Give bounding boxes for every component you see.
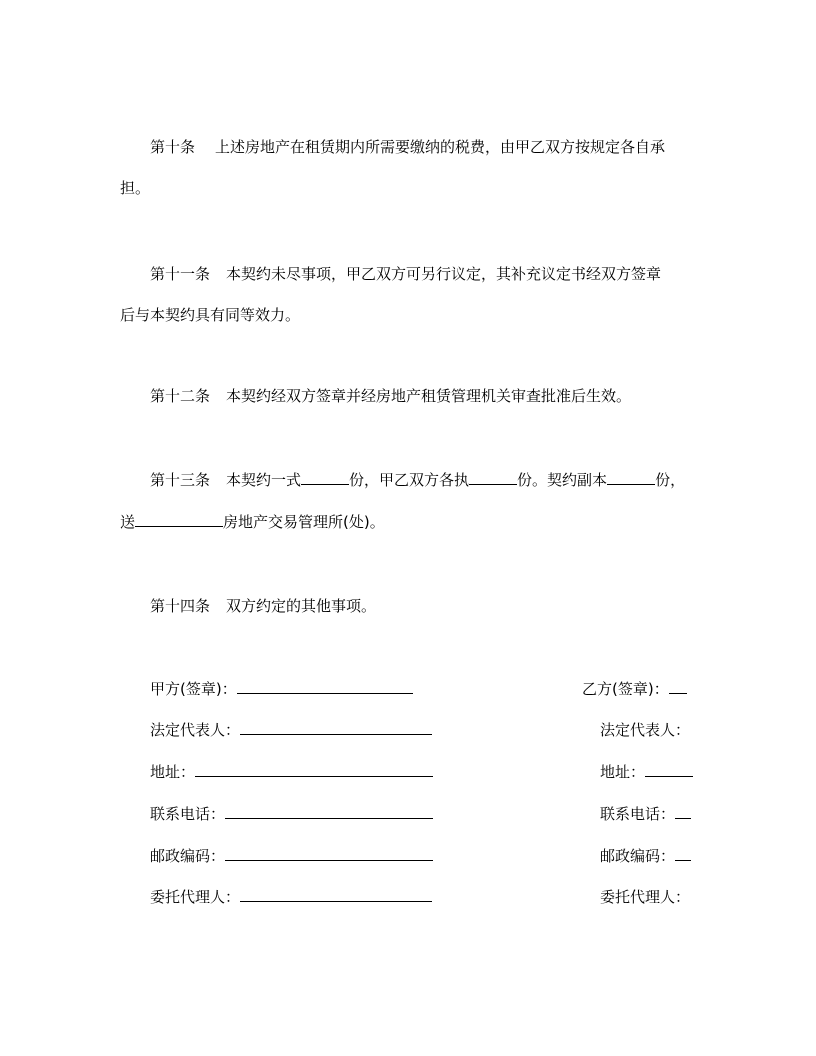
clause-11-line-2: 后与本契约具有同等效力。	[120, 306, 301, 324]
clause-13-text-c: 份。契约副本	[517, 471, 608, 489]
clause-13-text-b: 份，甲乙双方各执	[349, 471, 470, 489]
party-b-sign-row	[582, 679, 687, 699]
clause-14-title: 第十四条	[150, 597, 211, 615]
clause-11-title: 第十一条	[150, 265, 211, 283]
party-b-sign-field[interactable]	[669, 679, 687, 694]
clause-14-line-1	[150, 596, 376, 616]
party-a-zip-row	[150, 846, 433, 866]
clause-10-line-2: 担。	[120, 179, 151, 197]
party-a-rep-field[interactable]	[240, 720, 432, 735]
clause-13-title: 第十三条	[150, 471, 211, 489]
party-a-addr-label: 地址：	[150, 763, 196, 781]
clause-13-office: 房地产交易管理所(处)。	[223, 513, 385, 531]
duplicate-copies-blank[interactable]	[607, 470, 655, 485]
party-a-phone-field[interactable]	[225, 804, 433, 819]
party-b-phone-label: 联系电话：	[600, 805, 676, 823]
party-a-agent-label: 委托代理人：	[150, 888, 241, 906]
party-b-sign-label: 乙方(签章)：	[582, 680, 669, 698]
each-copies-blank[interactable]	[469, 470, 517, 485]
clause-13-text-d: 份，	[655, 471, 686, 489]
party-b-zip-label: 邮政编码：	[600, 847, 676, 865]
party-a-zip-label: 邮政编码：	[150, 847, 226, 865]
party-b-zip-row	[600, 846, 691, 866]
party-a-rep-row	[150, 720, 432, 740]
party-a-sign-row	[150, 679, 413, 699]
party-b-addr-row	[600, 762, 693, 782]
clause-13-line-2	[120, 512, 385, 532]
clause-13-send: 送	[120, 513, 136, 531]
party-a-addr-row	[150, 762, 433, 782]
party-a-agent-row	[150, 887, 432, 907]
party-a-sign-field[interactable]	[237, 679, 413, 694]
party-b-agent-row	[600, 887, 690, 907]
clause-12-text: 本契约经双方签章并经房地产租赁管理机关审查批准后生效。	[226, 387, 632, 405]
clause-14-text: 双方约定的其他事项。	[226, 597, 377, 615]
party-b-addr-label: 地址：	[600, 763, 646, 781]
party-a-sign-label: 甲方(签章)：	[150, 680, 237, 698]
party-a-zip-field[interactable]	[225, 846, 433, 861]
clause-12-title: 第十二条	[150, 387, 211, 405]
party-a-addr-field[interactable]	[195, 762, 433, 777]
clause-10-line-1	[150, 137, 665, 157]
clause-10-text: 上述房地产在租赁期内所需要缴纳的税费，由甲乙双方按规定各自承	[215, 138, 666, 156]
clause-10-title: 第十条	[150, 138, 196, 156]
clause-12-line-1	[150, 386, 631, 406]
send-to-blank[interactable]	[135, 512, 223, 527]
party-b-zip-field[interactable]	[675, 846, 691, 861]
party-a-rep-label: 法定代表人：	[150, 721, 241, 739]
party-b-rep-label: 法定代表人：	[600, 721, 691, 739]
clause-11-text: 本契约未尽事项，甲乙双方可另行议定，其补充议定书经双方签章	[226, 265, 662, 283]
party-b-rep-row	[600, 720, 690, 740]
clause-13-text-a: 本契约一式	[226, 471, 302, 489]
party-b-phone-row	[600, 804, 691, 824]
clause-11-line-1	[150, 264, 661, 284]
party-a-agent-field[interactable]	[240, 887, 432, 902]
party-b-phone-field[interactable]	[675, 804, 691, 819]
party-b-addr-field[interactable]	[645, 762, 693, 777]
party-a-phone-row	[150, 804, 433, 824]
clause-13-line-1	[150, 470, 685, 490]
party-b-agent-label: 委托代理人：	[600, 888, 691, 906]
party-a-phone-label: 联系电话：	[150, 805, 226, 823]
copies-blank[interactable]	[301, 470, 349, 485]
